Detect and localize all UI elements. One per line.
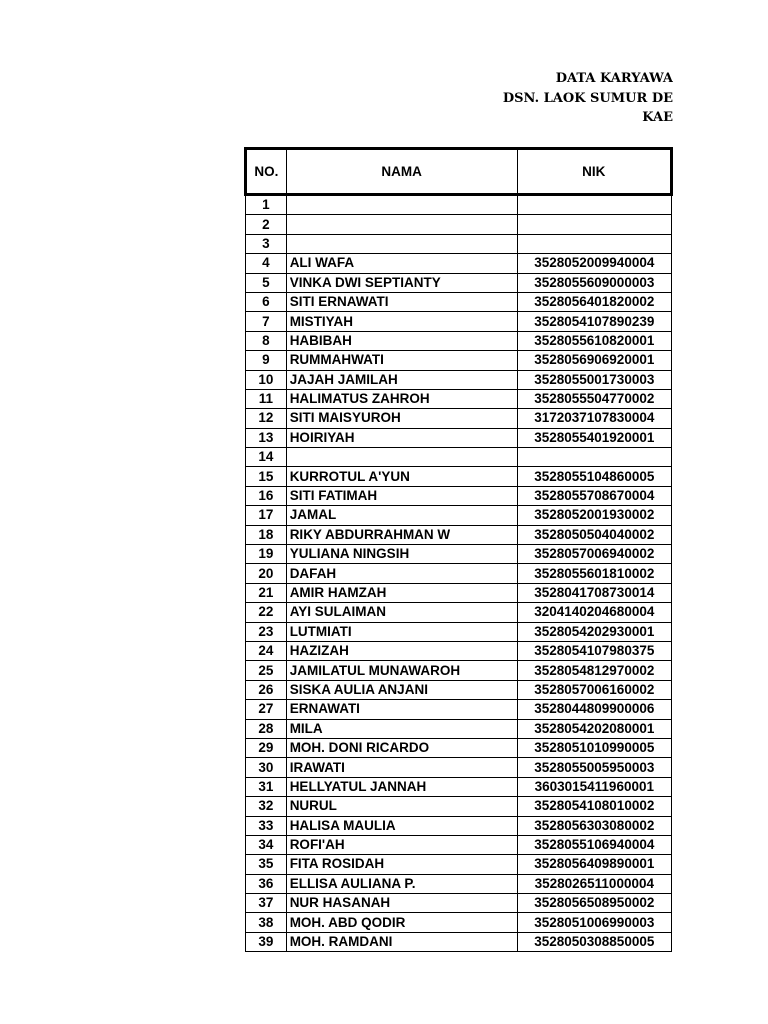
- table-row: [246, 680, 672, 699]
- document-title-line-3: KAE: [642, 110, 673, 125]
- row-number-cell: 7: [246, 312, 287, 331]
- employee-name-cell: ALI WAFA: [286, 254, 517, 273]
- table-row: [246, 855, 672, 874]
- employee-nik-cell: [517, 234, 671, 253]
- table-row: [246, 583, 672, 602]
- row-number-cell: 23: [246, 622, 287, 641]
- row-number-cell: 20: [246, 564, 287, 583]
- table-row: [246, 428, 672, 447]
- table-row: [246, 467, 672, 486]
- table-row: [246, 312, 672, 331]
- employee-nik-cell: 3528051006990003: [517, 913, 671, 932]
- table-row: [246, 797, 672, 816]
- table-row: [246, 661, 672, 680]
- row-number-cell: 28: [246, 719, 287, 738]
- employee-name-cell: SITI ERNAWATI: [286, 292, 517, 311]
- table-row: [246, 603, 672, 622]
- row-number-cell: 16: [246, 486, 287, 505]
- employee-nik-cell: 3528055104860005: [517, 467, 671, 486]
- employee-nik-cell: 3528052001930002: [517, 506, 671, 525]
- employee-name-cell: [286, 215, 517, 234]
- table-row: [246, 874, 672, 893]
- employee-name-cell: YULIANA NINGSIH: [286, 545, 517, 564]
- employee-nik-cell: 3528055504770002: [517, 389, 671, 408]
- table-row: [246, 738, 672, 757]
- row-number-cell: 19: [246, 545, 287, 564]
- row-number-cell: 27: [246, 700, 287, 719]
- employee-name-cell: SITI MAISYUROH: [286, 409, 517, 428]
- employee-name-cell: MISTIYAH: [286, 312, 517, 331]
- column-header-nik: NIK: [517, 149, 671, 195]
- table-row: [246, 545, 672, 564]
- document-title-line-1: DATA KARYAWA: [555, 71, 673, 86]
- table-row: [246, 195, 672, 215]
- table-row: [246, 273, 672, 292]
- table-row: [246, 292, 672, 311]
- employee-nik-cell: 3528055708670004: [517, 486, 671, 505]
- row-number-cell: 35: [246, 855, 287, 874]
- employee-name-cell: MOH. DONI RICARDO: [286, 738, 517, 757]
- employee-name-cell: JAMAL: [286, 506, 517, 525]
- table-row: [246, 215, 672, 234]
- table-row: [246, 913, 672, 932]
- row-number-cell: 10: [246, 370, 287, 389]
- row-number-cell: 39: [246, 932, 287, 951]
- employee-name-cell: HAZIZAH: [286, 641, 517, 660]
- employee-name-cell: AYI SULAIMAN: [286, 603, 517, 622]
- employee-name-cell: JAMILATUL MUNAWAROH: [286, 661, 517, 680]
- employee-name-cell: NURUL: [286, 797, 517, 816]
- employee-nik-cell: 3528056303080002: [517, 816, 671, 835]
- row-number-cell: 30: [246, 758, 287, 777]
- employee-nik-cell: 3528052009940004: [517, 254, 671, 273]
- employee-name-cell: ERNAWATI: [286, 700, 517, 719]
- employee-name-cell: HALISA MAULIA: [286, 816, 517, 835]
- employee-name-cell: HOIRIYAH: [286, 428, 517, 447]
- employee-name-cell: SISKA AULIA ANJANI: [286, 680, 517, 699]
- employee-name-cell: AMIR HAMZAH: [286, 583, 517, 602]
- row-number-cell: 31: [246, 777, 287, 796]
- employee-nik-cell: 3528054812970002: [517, 661, 671, 680]
- employee-nik-cell: 3528055609000003: [517, 273, 671, 292]
- table-row: [246, 816, 672, 835]
- table-row: [246, 835, 672, 854]
- row-number-cell: 38: [246, 913, 287, 932]
- employee-name-cell: RIKY ABDURRAHMAN W: [286, 525, 517, 544]
- table-row: [246, 894, 672, 913]
- row-number-cell: 13: [246, 428, 287, 447]
- employee-nik-cell: 3528054107980375: [517, 641, 671, 660]
- table-row: [246, 254, 672, 273]
- row-number-cell: 3: [246, 234, 287, 253]
- table-header-row: [246, 149, 672, 195]
- row-number-cell: 12: [246, 409, 287, 428]
- row-number-cell: 8: [246, 331, 287, 350]
- employee-name-cell: DAFAH: [286, 564, 517, 583]
- row-number-cell: 18: [246, 525, 287, 544]
- employee-name-cell: IRAWATI: [286, 758, 517, 777]
- row-number-cell: 2: [246, 215, 287, 234]
- document-title-line-2: DSN. LAOK SUMUR DE: [502, 91, 673, 106]
- table-row: [246, 932, 672, 951]
- employee-nik-cell: 3528056906920001: [517, 351, 671, 370]
- employee-name-cell: HELLYATUL JANNAH: [286, 777, 517, 796]
- row-number-cell: 14: [246, 448, 287, 467]
- row-number-cell: 37: [246, 894, 287, 913]
- employee-nik-cell: [517, 448, 671, 467]
- table-row: [246, 351, 672, 370]
- employee-name-cell: ELLISA AULIANA P.: [286, 874, 517, 893]
- employee-nik-cell: 3528054202930001: [517, 622, 671, 641]
- table-row: [246, 700, 672, 719]
- table-row: [246, 486, 672, 505]
- employee-nik-cell: 3528056409890001: [517, 855, 671, 874]
- row-number-cell: 9: [246, 351, 287, 370]
- employee-nik-cell: 3528056401820002: [517, 292, 671, 311]
- employee-name-cell: JAJAH JAMILAH: [286, 370, 517, 389]
- table-row: [246, 758, 672, 777]
- row-number-cell: 32: [246, 797, 287, 816]
- table-row: [246, 525, 672, 544]
- row-number-cell: 4: [246, 254, 287, 273]
- row-number-cell: 24: [246, 641, 287, 660]
- employee-nik-cell: 3528057006160002: [517, 680, 671, 699]
- table-row: [246, 622, 672, 641]
- employee-nik-cell: 3528050308850005: [517, 932, 671, 951]
- table-row: [246, 409, 672, 428]
- column-header-nama: NAMA: [286, 149, 517, 195]
- employee-nik-cell: 3528041708730014: [517, 583, 671, 602]
- row-number-cell: 15: [246, 467, 287, 486]
- employee-nik-cell: 3528044809900006: [517, 700, 671, 719]
- row-number-cell: 29: [246, 738, 287, 757]
- table-body: [246, 195, 672, 952]
- employee-name-cell: HABIBAH: [286, 331, 517, 350]
- employee-name-cell: RUMMAHWATI: [286, 351, 517, 370]
- employee-nik-cell: 3528051010990005: [517, 738, 671, 757]
- employee-nik-cell: [517, 195, 671, 215]
- employee-name-cell: [286, 234, 517, 253]
- table-row: [246, 389, 672, 408]
- table-row: [246, 370, 672, 389]
- employee-name-cell: FITA ROSIDAH: [286, 855, 517, 874]
- row-number-cell: 17: [246, 506, 287, 525]
- row-number-cell: 22: [246, 603, 287, 622]
- employee-nik-cell: 3528026511000004: [517, 874, 671, 893]
- employee-nik-cell: 3528050504040002: [517, 525, 671, 544]
- employee-nik-cell: 3528055001730003: [517, 370, 671, 389]
- table-row: [246, 331, 672, 350]
- employee-name-cell: VINKA DWI SEPTIANTY: [286, 273, 517, 292]
- row-number-cell: 33: [246, 816, 287, 835]
- row-number-cell: 25: [246, 661, 287, 680]
- column-header-no: NO.: [246, 149, 287, 195]
- table-row: [246, 777, 672, 796]
- employee-name-cell: NUR HASANAH: [286, 894, 517, 913]
- employee-nik-cell: 3172037107830004: [517, 409, 671, 428]
- table-row: [246, 448, 672, 467]
- table-row: [246, 641, 672, 660]
- table-row: [246, 506, 672, 525]
- employee-nik-cell: 3528055610820001: [517, 331, 671, 350]
- row-number-cell: 21: [246, 583, 287, 602]
- row-number-cell: 6: [246, 292, 287, 311]
- employee-name-cell: SITI FATIMAH: [286, 486, 517, 505]
- row-number-cell: 26: [246, 680, 287, 699]
- employee-nik-cell: 3528054107890239: [517, 312, 671, 331]
- employee-nik-cell: 3528055005950003: [517, 758, 671, 777]
- employee-nik-cell: 3528057006940002: [517, 545, 671, 564]
- table-row: [246, 234, 672, 253]
- employee-nik-cell: [517, 215, 671, 234]
- employee-nik-cell: 3204140204680004: [517, 603, 671, 622]
- employee-nik-cell: 3528054202080001: [517, 719, 671, 738]
- employee-name-cell: [286, 448, 517, 467]
- row-number-cell: 1: [246, 195, 287, 215]
- employee-name-cell: KURROTUL A'YUN: [286, 467, 517, 486]
- employee-name-cell: LUTMIATI: [286, 622, 517, 641]
- employee-nik-cell: 3603015411960001: [517, 777, 671, 796]
- employee-nik-cell: 3528055601810002: [517, 564, 671, 583]
- row-number-cell: 34: [246, 835, 287, 854]
- table-row: [246, 564, 672, 583]
- employee-nik-cell: 3528055106940004: [517, 835, 671, 854]
- employee-name-cell: MOH. RAMDANI: [286, 932, 517, 951]
- employee-table: [244, 147, 673, 952]
- row-number-cell: 11: [246, 389, 287, 408]
- employee-name-cell: MOH. ABD QODIR: [286, 913, 517, 932]
- employee-name-cell: HALIMATUS ZAHROH: [286, 389, 517, 408]
- row-number-cell: 5: [246, 273, 287, 292]
- employee-nik-cell: 3528055401920001: [517, 428, 671, 447]
- employee-name-cell: [286, 195, 517, 215]
- employee-nik-cell: 3528054108010002: [517, 797, 671, 816]
- employee-name-cell: ROFI'AH: [286, 835, 517, 854]
- employee-name-cell: MILA: [286, 719, 517, 738]
- row-number-cell: 36: [246, 874, 287, 893]
- employee-nik-cell: 3528056508950002: [517, 894, 671, 913]
- table-row: [246, 719, 672, 738]
